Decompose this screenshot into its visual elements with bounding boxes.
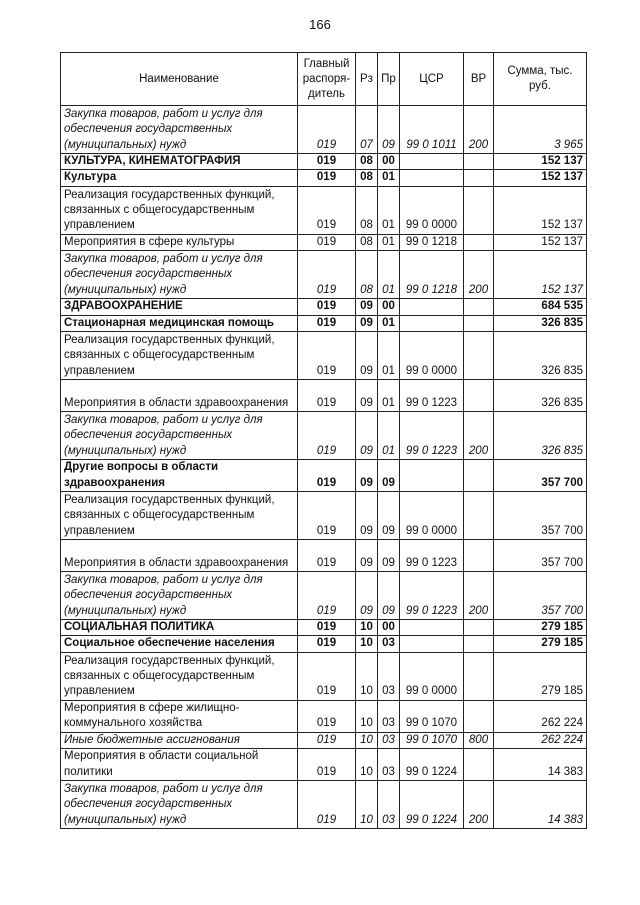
cell-csr bbox=[400, 299, 464, 315]
cell-pr: 01 bbox=[378, 234, 400, 250]
table-row bbox=[61, 412, 587, 460]
cell-vr: 200 bbox=[464, 412, 494, 460]
cell-name: Культура bbox=[61, 170, 298, 186]
cell-pr: 01 bbox=[378, 315, 400, 331]
cell-vr bbox=[464, 540, 494, 572]
cell-admin: 019 bbox=[298, 332, 356, 380]
cell-sum: 3 965 bbox=[494, 106, 587, 154]
table-row bbox=[61, 492, 587, 540]
cell-admin: 019 bbox=[298, 540, 356, 572]
cell-pr: 09 bbox=[378, 106, 400, 154]
cell-admin: 019 bbox=[298, 380, 356, 412]
cell-csr: 99 0 1070 bbox=[400, 732, 464, 748]
cell-admin: 019 bbox=[298, 700, 356, 732]
cell-rz: 10 bbox=[356, 636, 378, 652]
cell-pr: 09 bbox=[378, 492, 400, 540]
table-row bbox=[61, 460, 587, 492]
cell-name: Реализация государственных функций, связанных с общегосударственным управлением bbox=[61, 332, 298, 380]
cell-name: Реализация государственных функций, связанных с общегосударственным управлением bbox=[61, 652, 298, 700]
cell-csr: 99 0 1070 bbox=[400, 700, 464, 732]
cell-sum: 152 137 bbox=[494, 234, 587, 250]
cell-admin: 019 bbox=[298, 234, 356, 250]
cell-sum: 357 700 bbox=[494, 540, 587, 572]
cell-sum: 279 185 bbox=[494, 636, 587, 652]
cell-rz: 10 bbox=[356, 620, 378, 636]
cell-sum: 262 224 bbox=[494, 700, 587, 732]
cell-admin: 019 bbox=[298, 460, 356, 492]
cell-rz: 09 bbox=[356, 299, 378, 315]
header-vr: ВР bbox=[464, 53, 494, 106]
header-sum: Сумма, тыс. руб. bbox=[494, 53, 587, 106]
cell-name: Мероприятия в сфере культуры bbox=[61, 234, 298, 250]
cell-rz: 10 bbox=[356, 700, 378, 732]
cell-vr: 200 bbox=[464, 572, 494, 620]
cell-pr: 09 bbox=[378, 540, 400, 572]
cell-rz: 10 bbox=[356, 732, 378, 748]
cell-csr: 99 0 0000 bbox=[400, 332, 464, 380]
cell-name: Реализация государственных функций, связанных с общегосударственным управлением bbox=[61, 492, 298, 540]
cell-csr bbox=[400, 170, 464, 186]
cell-vr: 200 bbox=[464, 781, 494, 829]
cell-pr: 01 bbox=[378, 186, 400, 234]
cell-sum: 326 835 bbox=[494, 332, 587, 380]
table-row bbox=[61, 299, 587, 315]
cell-sum: 152 137 bbox=[494, 251, 587, 299]
cell-csr: 99 0 0000 bbox=[400, 492, 464, 540]
cell-vr bbox=[464, 492, 494, 540]
header-rz: Рз bbox=[356, 53, 378, 106]
table-row bbox=[61, 332, 587, 380]
table-row bbox=[61, 636, 587, 652]
table-row bbox=[61, 572, 587, 620]
cell-name: Закупка товаров, работ и услуг для обеспечения государственных (муниципальных) нужд bbox=[61, 412, 298, 460]
cell-name: Реализация государственных функций, связанных с общегосударственным управлением bbox=[61, 186, 298, 234]
cell-vr: 800 bbox=[464, 732, 494, 748]
cell-rz: 10 bbox=[356, 781, 378, 829]
cell-vr bbox=[464, 332, 494, 380]
cell-pr: 03 bbox=[378, 781, 400, 829]
cell-pr: 01 bbox=[378, 332, 400, 380]
cell-vr: 200 bbox=[464, 106, 494, 154]
cell-rz: 10 bbox=[356, 749, 378, 781]
cell-sum: 152 137 bbox=[494, 154, 587, 170]
cell-pr: 09 bbox=[378, 572, 400, 620]
cell-rz: 08 bbox=[356, 170, 378, 186]
cell-vr: 200 bbox=[464, 251, 494, 299]
cell-csr: 99 0 1218 bbox=[400, 234, 464, 250]
page-number: 166 bbox=[309, 17, 331, 32]
cell-rz: 08 bbox=[356, 154, 378, 170]
table-body bbox=[61, 106, 587, 829]
cell-vr bbox=[464, 234, 494, 250]
cell-csr bbox=[400, 315, 464, 331]
cell-admin: 019 bbox=[298, 154, 356, 170]
cell-rz: 10 bbox=[356, 652, 378, 700]
cell-pr: 00 bbox=[378, 620, 400, 636]
table-row bbox=[61, 170, 587, 186]
table-row bbox=[61, 234, 587, 250]
cell-pr: 09 bbox=[378, 460, 400, 492]
cell-sum: 357 700 bbox=[494, 460, 587, 492]
cell-admin: 019 bbox=[298, 299, 356, 315]
cell-pr: 00 bbox=[378, 154, 400, 170]
cell-csr: 99 0 1223 bbox=[400, 380, 464, 412]
table-row bbox=[61, 106, 587, 154]
cell-vr bbox=[464, 700, 494, 732]
table-row bbox=[61, 749, 587, 781]
table-row bbox=[61, 251, 587, 299]
header-admin: Главный распоря-дитель bbox=[298, 53, 356, 106]
cell-name: Мероприятия в области здравоохранения bbox=[61, 540, 298, 572]
header-name: Наименование bbox=[61, 53, 298, 106]
cell-pr: 01 bbox=[378, 251, 400, 299]
cell-sum: 14 383 bbox=[494, 781, 587, 829]
cell-name: Закупка товаров, работ и услуг для обеспечения государственных (муниципальных) нужд bbox=[61, 572, 298, 620]
cell-rz: 09 bbox=[356, 315, 378, 331]
cell-rz: 09 bbox=[356, 332, 378, 380]
cell-name: ЗДРАВООХРАНЕНИЕ bbox=[61, 299, 298, 315]
cell-vr bbox=[464, 154, 494, 170]
cell-admin: 019 bbox=[298, 620, 356, 636]
cell-pr: 03 bbox=[378, 652, 400, 700]
cell-csr bbox=[400, 460, 464, 492]
cell-admin: 019 bbox=[298, 732, 356, 748]
cell-name: Стационарная медицинская помощь bbox=[61, 315, 298, 331]
cell-admin: 019 bbox=[298, 572, 356, 620]
cell-admin: 019 bbox=[298, 170, 356, 186]
cell-csr: 99 0 1224 bbox=[400, 781, 464, 829]
table-row bbox=[61, 732, 587, 748]
cell-pr: 03 bbox=[378, 636, 400, 652]
table-row bbox=[61, 380, 587, 412]
cell-sum: 326 835 bbox=[494, 380, 587, 412]
cell-sum: 14 383 bbox=[494, 749, 587, 781]
cell-admin: 019 bbox=[298, 251, 356, 299]
cell-vr bbox=[464, 170, 494, 186]
cell-csr: 99 0 1218 bbox=[400, 251, 464, 299]
cell-csr bbox=[400, 154, 464, 170]
cell-name: Закупка товаров, работ и услуг для обеспечения государственных (муниципальных) нужд bbox=[61, 106, 298, 154]
cell-sum: 279 185 bbox=[494, 620, 587, 636]
header-pr: Пр bbox=[378, 53, 400, 106]
cell-pr: 01 bbox=[378, 412, 400, 460]
cell-vr bbox=[464, 380, 494, 412]
table-row bbox=[61, 652, 587, 700]
cell-admin: 019 bbox=[298, 781, 356, 829]
table-row bbox=[61, 781, 587, 829]
cell-admin: 019 bbox=[298, 315, 356, 331]
cell-csr bbox=[400, 620, 464, 636]
cell-vr bbox=[464, 636, 494, 652]
cell-admin: 019 bbox=[298, 492, 356, 540]
cell-name: Закупка товаров, работ и услуг для обеспечения государственных (муниципальных) нужд bbox=[61, 251, 298, 299]
cell-sum: 152 137 bbox=[494, 186, 587, 234]
table-row bbox=[61, 154, 587, 170]
cell-sum: 357 700 bbox=[494, 492, 587, 540]
cell-name: СОЦИАЛЬНАЯ ПОЛИТИКА bbox=[61, 620, 298, 636]
cell-sum: 326 835 bbox=[494, 412, 587, 460]
table-row bbox=[61, 186, 587, 234]
cell-csr: 99 0 1011 bbox=[400, 106, 464, 154]
cell-rz: 09 bbox=[356, 572, 378, 620]
cell-csr: 99 0 1223 bbox=[400, 412, 464, 460]
cell-vr bbox=[464, 315, 494, 331]
cell-admin: 019 bbox=[298, 186, 356, 234]
cell-csr: 99 0 1223 bbox=[400, 572, 464, 620]
cell-admin: 019 bbox=[298, 106, 356, 154]
cell-vr bbox=[464, 620, 494, 636]
cell-vr bbox=[464, 186, 494, 234]
cell-pr: 03 bbox=[378, 700, 400, 732]
budget-table bbox=[60, 52, 587, 829]
cell-sum: 357 700 bbox=[494, 572, 587, 620]
table-header-row bbox=[61, 53, 587, 106]
cell-pr: 01 bbox=[378, 380, 400, 412]
cell-name: Другие вопросы в области здравоохранения bbox=[61, 460, 298, 492]
cell-rz: 08 bbox=[356, 186, 378, 234]
cell-name: Мероприятия в области социальной политики bbox=[61, 749, 298, 781]
cell-name: Закупка товаров, работ и услуг для обеспечения государственных (муниципальных) нужд bbox=[61, 781, 298, 829]
header-csr: ЦСР bbox=[400, 53, 464, 106]
cell-rz: 09 bbox=[356, 412, 378, 460]
table-row bbox=[61, 700, 587, 732]
cell-vr bbox=[464, 299, 494, 315]
cell-name: Мероприятия в сфере жилищно-коммунального хозяйства bbox=[61, 700, 298, 732]
cell-rz: 08 bbox=[356, 251, 378, 299]
cell-csr: 99 0 1223 bbox=[400, 540, 464, 572]
cell-csr bbox=[400, 636, 464, 652]
cell-pr: 00 bbox=[378, 299, 400, 315]
cell-admin: 019 bbox=[298, 652, 356, 700]
cell-pr: 03 bbox=[378, 732, 400, 748]
cell-sum: 279 185 bbox=[494, 652, 587, 700]
cell-csr: 99 0 0000 bbox=[400, 652, 464, 700]
cell-vr bbox=[464, 460, 494, 492]
cell-name: Социальное обеспечение населения bbox=[61, 636, 298, 652]
table-row bbox=[61, 620, 587, 636]
cell-name: Мероприятия в области здравоохранения bbox=[61, 380, 298, 412]
cell-csr: 99 0 1224 bbox=[400, 749, 464, 781]
cell-csr: 99 0 0000 bbox=[400, 186, 464, 234]
cell-sum: 262 224 bbox=[494, 732, 587, 748]
cell-rz: 07 bbox=[356, 106, 378, 154]
cell-rz: 09 bbox=[356, 540, 378, 572]
cell-pr: 03 bbox=[378, 749, 400, 781]
cell-name: КУЛЬТУРА, КИНЕМАТОГРАФИЯ bbox=[61, 154, 298, 170]
cell-sum: 152 137 bbox=[494, 170, 587, 186]
cell-name: Иные бюджетные ассигнования bbox=[61, 732, 298, 748]
cell-rz: 09 bbox=[356, 460, 378, 492]
cell-admin: 019 bbox=[298, 412, 356, 460]
cell-sum: 326 835 bbox=[494, 315, 587, 331]
cell-sum: 684 535 bbox=[494, 299, 587, 315]
cell-vr bbox=[464, 652, 494, 700]
cell-vr bbox=[464, 749, 494, 781]
table-row bbox=[61, 540, 587, 572]
table-row bbox=[61, 315, 587, 331]
cell-rz: 09 bbox=[356, 380, 378, 412]
cell-pr: 01 bbox=[378, 170, 400, 186]
cell-admin: 019 bbox=[298, 636, 356, 652]
cell-rz: 08 bbox=[356, 234, 378, 250]
cell-rz: 09 bbox=[356, 492, 378, 540]
cell-admin: 019 bbox=[298, 749, 356, 781]
